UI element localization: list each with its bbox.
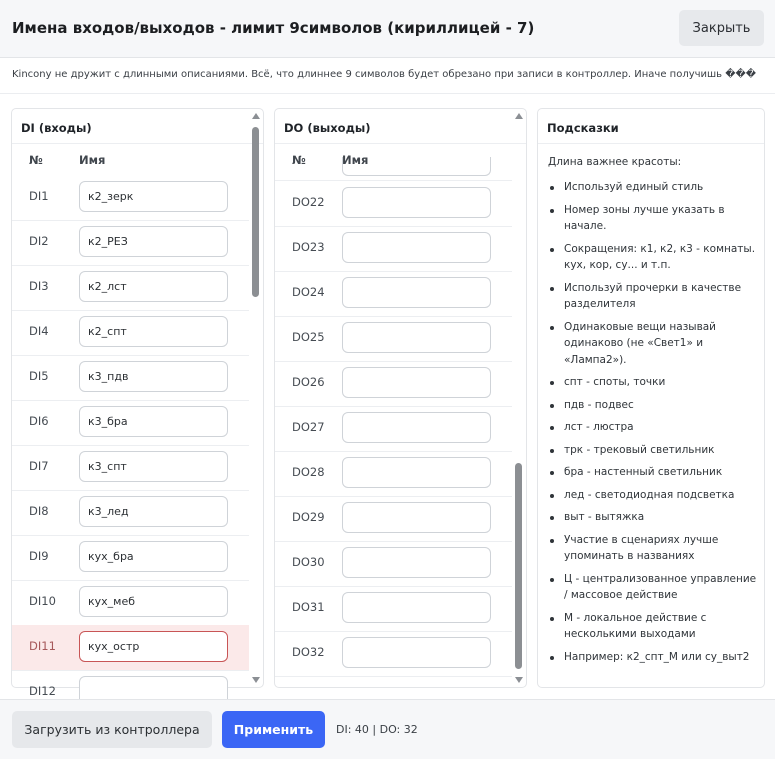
di-name-input[interactable] [79,586,228,617]
do-name-input[interactable] [342,637,491,668]
hints-list [548,179,758,671]
hints-panel-title: Подсказки [547,121,619,135]
do-name-input[interactable] [342,232,491,263]
do-row-label: DO25 [292,330,325,344]
do-row-label: DO22 [292,195,325,209]
di-name-input[interactable] [79,181,228,212]
do-row [275,181,512,227]
scroll-down-icon[interactable] [252,677,260,683]
close-button[interactable]: Закрыть [679,10,764,46]
di-row-label: DI2 [29,234,49,248]
do-name-input[interactable] [342,502,491,533]
length-notice: Kincony не дружит с длинными описаниями. Всё, что длиннее 9 символов будет обрезано при записи в контроллер. Иначе получишь ��� [12,69,757,80]
do-partial-row [275,167,512,181]
di-panel [11,108,264,698]
do-col-name: Имя [342,153,369,167]
apply-button[interactable]: Применить [222,711,325,748]
load-from-controller-button[interactable]: Загрузить из контроллера [12,711,212,748]
hint-item: М - локальное действие с несколькими выходами [548,610,758,643]
do-scrollbar[interactable] [513,111,524,685]
di-col-name: Имя [79,153,106,167]
do-row [275,406,512,452]
di-name-input[interactable] [79,406,228,437]
do-row-label: DO29 [292,510,325,524]
dialog-title: Имена входов/выходов - лимит 9символов (кириллицей - 7) [12,19,535,37]
di-row [12,580,249,626]
do-name-input[interactable] [342,547,491,578]
dialog-footer [0,700,775,759]
scroll-down-icon[interactable] [515,677,523,683]
do-row [275,271,512,317]
hint-item: Используй прочерки в качестве разделителя [548,280,758,313]
hint-item: Сокращения: к1, к2, к3 - комнаты. кух, кор, су... и т.п. [548,241,758,274]
do-row [275,631,512,677]
do-partial-input[interactable] [342,157,491,176]
hint-item: трк - трековый светильник [548,442,758,459]
do-row [275,586,512,632]
di-row [12,265,249,311]
di-row [12,490,249,536]
io-counts: DI: 40 | DO: 32 [336,723,418,736]
di-row-label: DI12 [29,684,56,698]
do-row-label: DO26 [292,375,325,389]
hints-intro: Длина важнее красоты: [548,156,682,168]
di-row-label: DI11 [29,639,56,653]
di-row-label: DI6 [29,414,49,428]
notice-divider [0,93,775,94]
hints-panel-divider [538,143,764,144]
hint-item: лед - светодиодная подсветка [548,487,758,504]
do-row-label: DO32 [292,645,325,659]
do-row-label: DO31 [292,600,325,614]
hint-item: пдв - подвес [548,397,758,414]
di-row-label: DI9 [29,549,49,563]
hint-item: выт - вытяжка [548,509,758,526]
do-row [275,451,512,497]
do-row [275,361,512,407]
do-row [275,226,512,272]
di-row [12,400,249,446]
hint-item: Одинаковые вещи называй одинаково (не «Свет1» и «Лампа2»). [548,319,758,369]
do-panel-title: DO (выходы) [284,121,371,135]
hint-item: Участие в сценариях лучше упоминать в названиях [548,532,758,565]
do-name-input[interactable] [342,412,491,443]
di-name-input[interactable] [79,316,228,347]
hint-item: Номер зоны лучше указать в начале. [548,202,758,235]
di-row-label: DI7 [29,459,49,473]
di-row-label: DI5 [29,369,49,383]
do-row-label: DO28 [292,465,325,479]
di-name-input[interactable] [79,271,228,302]
do-panel [274,108,527,688]
do-name-input[interactable] [342,367,491,398]
di-name-input[interactable] [79,451,228,482]
do-name-input[interactable] [342,277,491,308]
scroll-up-icon[interactable] [515,113,523,119]
di-row-label: DI4 [29,324,49,338]
di-name-input[interactable] [79,226,228,257]
di-panel-divider [12,143,263,144]
do-name-input[interactable] [342,592,491,623]
do-row-label: DO27 [292,420,325,434]
di-row [12,535,249,581]
hint-item: бра - настенный светильник [548,464,758,481]
do-row [275,496,512,542]
di-row [12,175,249,221]
hint-item: спт - споты, точки [548,374,758,391]
scroll-up-icon[interactable] [252,113,260,119]
di-row [12,445,249,491]
di-row [12,310,249,356]
do-scroll-thumb[interactable] [515,463,522,669]
di-row-label: DI1 [29,189,49,203]
hint-item: лст - люстра [548,419,758,436]
di-row [12,220,249,266]
do-row-label: DO30 [292,555,325,569]
hints-panel [537,108,765,688]
do-row-label: DO24 [292,285,325,299]
do-panel-divider [275,143,526,144]
do-col-number: № [292,153,306,167]
di-row-label: DI10 [29,594,56,608]
di-row [12,625,249,671]
hint-item: Ц - централизованное управление / массовое действие [548,571,758,604]
do-name-input[interactable] [342,322,491,353]
di-name-input[interactable] [79,541,228,572]
di-scroll-thumb[interactable] [252,127,259,297]
do-row [275,316,512,362]
di-row [12,355,249,401]
di-row-label: DI3 [29,279,49,293]
hint-item: Используй единый стиль [548,179,758,196]
di-row-label: DI8 [29,504,49,518]
di-name-input[interactable] [79,631,228,662]
do-row [275,541,512,587]
do-row-label: DO23 [292,240,325,254]
di-col-number: № [29,153,43,167]
do-name-input[interactable] [342,187,491,218]
hint-item: Например: к2_спт_М или су_выт2 [548,649,758,666]
di-panel-title: DI (входы) [21,121,92,135]
di-scrollbar[interactable] [250,111,261,685]
do-name-input[interactable] [342,457,491,488]
dialog-header [0,0,775,58]
di-name-input[interactable] [79,496,228,527]
di-name-input[interactable] [79,361,228,392]
